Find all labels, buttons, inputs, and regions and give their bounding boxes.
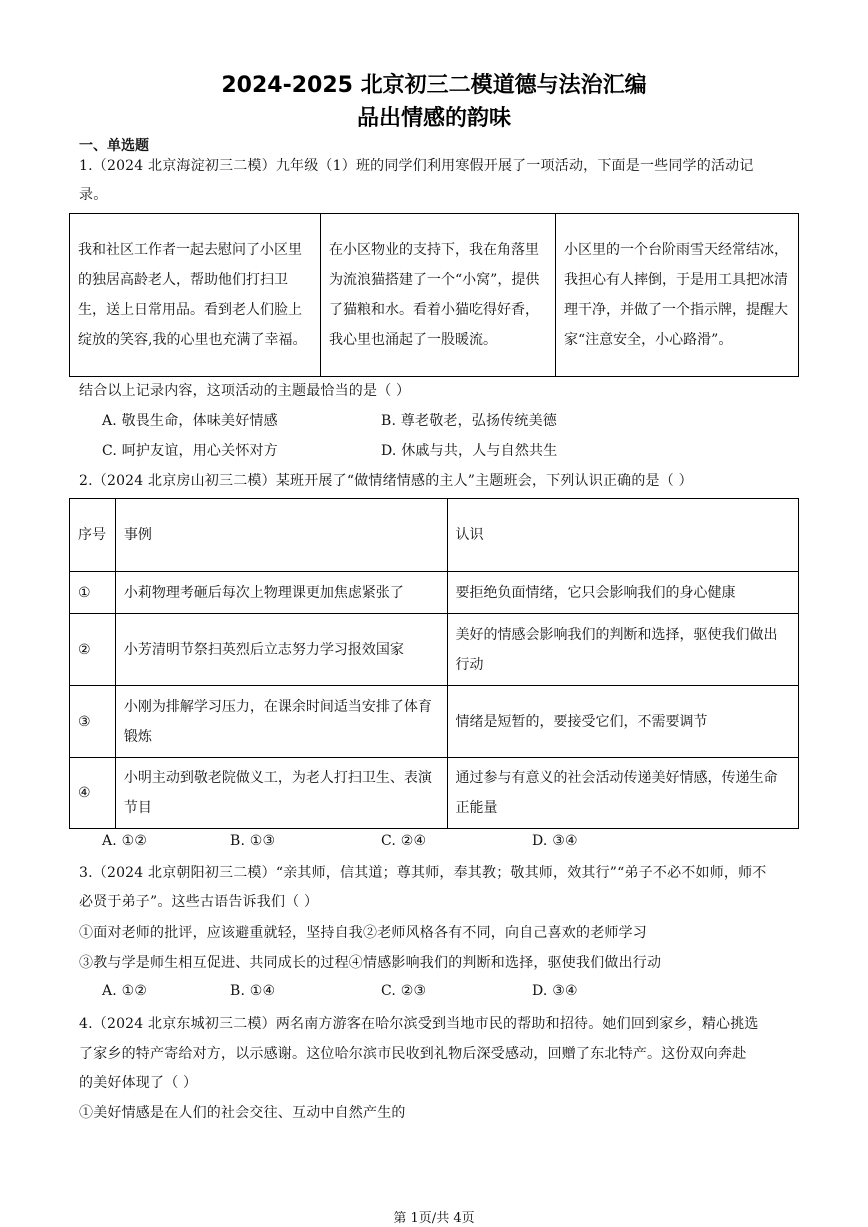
q2-cell-case: 小芳清明节祭扫英烈后立志努力学习报效国家 bbox=[115, 614, 447, 686]
q2-option-b: B. ①③ bbox=[230, 833, 276, 849]
document-title: 2024-2025 北京初三二模道德与法治汇编 bbox=[221, 73, 647, 98]
q1-option-d: D. 休戚与共，人与自然共生 bbox=[381, 443, 558, 459]
q1-option-a: A. 敬畏生命，体味美好情感 bbox=[102, 413, 278, 429]
q2-cell-view: 要拒绝负面情绪，它只会影响我们的身心健康 bbox=[447, 572, 799, 614]
q2-header-index: 序号 bbox=[70, 499, 116, 572]
q1-record-cell: 在小区物业的支持下，我在角落里为流浪猫搭建了一个“小窝”，提供了猫粮和水。看着小猫吃得好香，我心里也涌起了一股暖流。 bbox=[321, 214, 556, 377]
q2-cell-index: ① bbox=[70, 572, 116, 614]
document-subtitle: 品出情感的韵味 bbox=[356, 106, 511, 131]
q4-stem-line3: 的美好体现了（ ） bbox=[79, 1075, 198, 1091]
q3-item-line1: ①面对老师的批评，应该避重就轻，坚持自我②老师风格各有不同，向自己喜欢的老师学习 bbox=[79, 925, 647, 941]
q2-cell-view: 情绪是短暂的，要接受它们，不需要调节 bbox=[447, 686, 799, 758]
page-number: 第 1页/共 4页 bbox=[393, 1211, 475, 1226]
q4-stem-line2: 了家乡的特产寄给对方，以示感谢。这位哈尔滨市民收到礼物后深受感动，回赠了东北特产。这份双向奔赴 bbox=[79, 1046, 747, 1062]
q1-option-b: B. 尊老敬老，弘扬传统美德 bbox=[381, 413, 557, 429]
q4-stem-line1: 4.（2024 北京东城初三二模）两名南方游客在哈尔滨受到当地市民的帮助和招待。她们回到家乡，精心挑选 bbox=[79, 1016, 759, 1032]
q3-stem-line2: 必贤于弟子”。这些古语告诉我们（ ） bbox=[79, 894, 319, 910]
q1-record-table bbox=[69, 213, 799, 377]
q2-option-a: A. ①② bbox=[102, 833, 148, 849]
q2-cell-index: ② bbox=[70, 614, 116, 686]
q1-record-cell: 小区里的一个台阶雨雪天经常结冰，我担心有人摔倒，于是用工具把冰清理干净，并做了一个指示牌，提醒大家“注意安全，小心路滑”。 bbox=[556, 214, 799, 377]
q2-option-c: C. ②④ bbox=[381, 833, 427, 849]
section-heading: 一、单选题 bbox=[79, 138, 149, 154]
q3-item-line2: ③教与学是师生相互促进、共同成长的过程④情感影响我们的判断和选择，驱使我们做出行动 bbox=[79, 955, 662, 971]
q1-stem-line2: 录。 bbox=[79, 187, 108, 203]
q2-option-d: D. ③④ bbox=[532, 833, 578, 849]
q1-record-cell: 我和社区工作者一起去慰问了小区里的独居高龄老人，帮助他们打扫卫生，送上日常用品。看到老人们脸上绽放的笑容,我的心里也充满了幸福。 bbox=[70, 214, 321, 377]
q2-cell-case: 小刚为排解学习压力，在课余时间适当安排了体育锻炼 bbox=[115, 686, 447, 758]
q2-header-case: 事例 bbox=[115, 499, 447, 572]
q2-cell-view: 通过参与有意义的社会活动传递美好情感，传递生命正能量 bbox=[447, 758, 799, 829]
q2-cell-index: ③ bbox=[70, 686, 116, 758]
q2-cell-view: 美好的情感会影响我们的判断和选择，驱使我们做出行动 bbox=[447, 614, 799, 686]
q1-option-c: C. 呵护友谊，用心关怀对方 bbox=[102, 443, 278, 459]
q2-header-view: 认识 bbox=[447, 499, 799, 572]
q2-cell-case: 小明主动到敬老院做义工，为老人打扫卫生、表演节目 bbox=[115, 758, 447, 829]
q3-option-c: C. ②③ bbox=[381, 983, 427, 999]
q2-table bbox=[69, 498, 799, 829]
q2-cell-index: ④ bbox=[70, 758, 116, 829]
q2-cell-case: 小莉物理考砸后每次上物理课更加焦虑紧张了 bbox=[115, 572, 447, 614]
q1-question: 结合以上记录内容，这项活动的主题最恰当的是（ ） bbox=[79, 383, 411, 399]
q3-option-b: B. ①④ bbox=[230, 983, 276, 999]
q3-option-a: A. ①② bbox=[102, 983, 148, 999]
q1-stem-line1: 1.（2024 北京海淀初三二模）九年级（1）班的同学们利用寒假开展了一项活动，下面是一些同学的活动记 bbox=[79, 158, 754, 174]
q3-stem-line1: 3.（2024 北京朝阳初三二模）“亲其师，信其道；尊其师，奉其教；敬其师，效其行”“弟子不必不如师，师不 bbox=[79, 865, 767, 881]
q2-stem: 2.（2024 北京房山初三二模）某班开展了“做情绪情感的主人”主题班会，下列认识正确的是（ ） bbox=[79, 473, 693, 489]
q3-option-d: D. ③④ bbox=[532, 983, 578, 999]
q4-item-line1: ①美好情感是在人们的社会交往、互动中自然产生的 bbox=[79, 1105, 406, 1121]
